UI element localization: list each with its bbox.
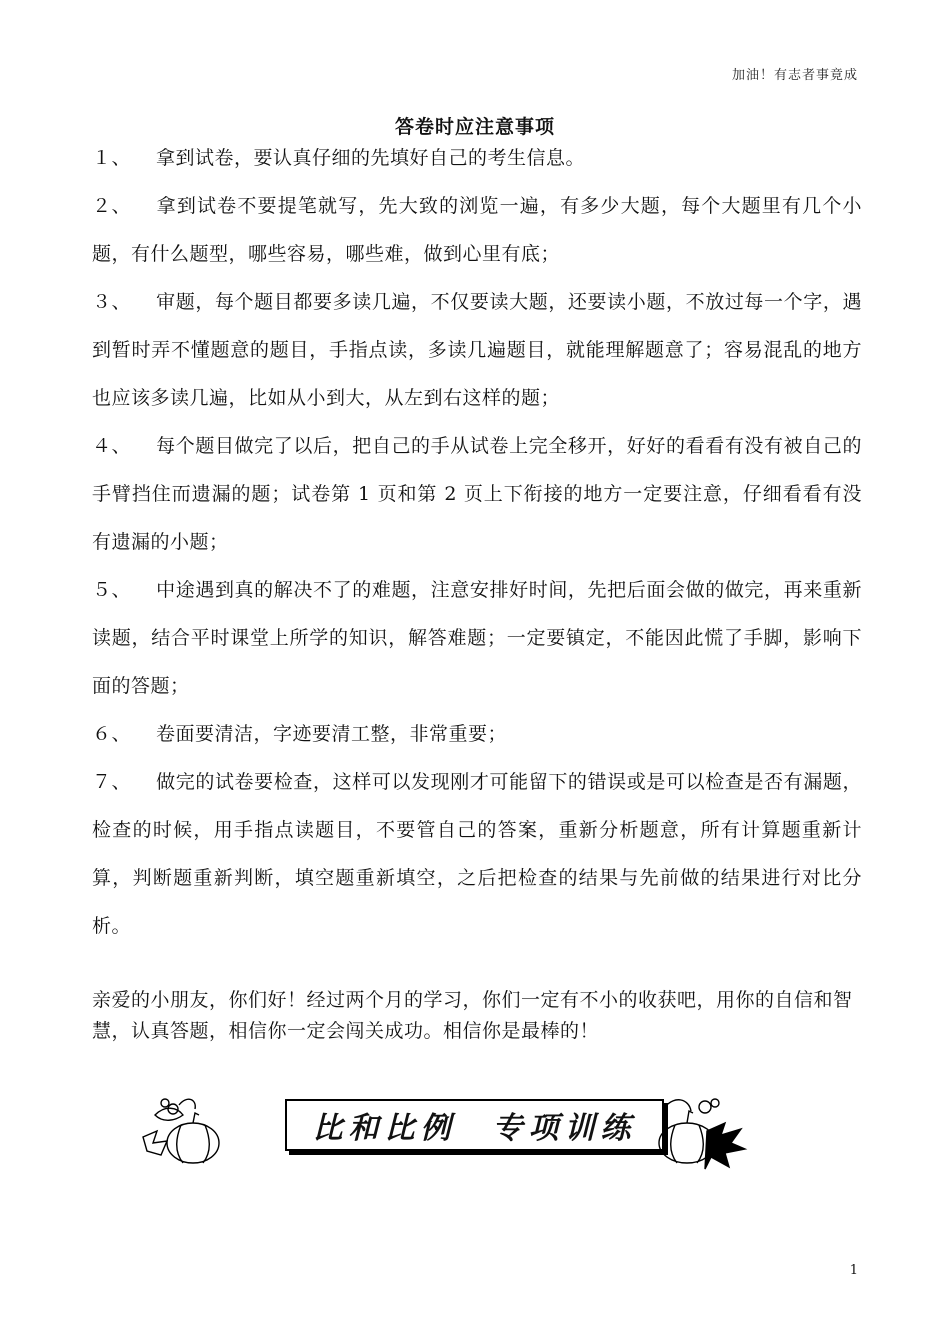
section-banner bbox=[135, 1085, 755, 1175]
instruction-item-3 bbox=[92, 278, 862, 422]
instruction-item-5 bbox=[92, 566, 862, 710]
item-text: 中途遇到真的解决不了的难题，注意安排好时间，先把后面会做的做完，再来重新读题，结合平时课堂上所学的知识，解答难题；一定要镇定，不能因此慌了手脚，影响下面的答题； bbox=[92, 579, 862, 697]
item-text: 拿到试卷，要认真仔细的先填好自己的考生信息。 bbox=[156, 147, 586, 169]
item-number: ３、 bbox=[92, 291, 132, 313]
instruction-item-1 bbox=[92, 134, 862, 182]
item-number: ６、 bbox=[92, 723, 132, 745]
item-text: 审题，每个题目都要多读几遍，不仅要读大题，还要读小题，不放过每一个字，遇到暂时弄不懂题意的题目，手指点读，多读几遍题目，就能理解题意了；容易混乱的地方也应该多读几遍，比如从小到大，从左到右这样的题； bbox=[92, 291, 862, 409]
item-number: ２、 bbox=[92, 195, 132, 217]
header-motto: 加油！有志者事竟成 bbox=[731, 68, 858, 83]
item-number: ４、 bbox=[92, 435, 132, 457]
item-text: 卷面要清洁，字迹要清工整，非常重要； bbox=[156, 723, 508, 745]
instruction-item-4 bbox=[92, 422, 862, 566]
item-text: 每个题目做完了以后，把自己的手从试卷上完全移开，好好的看看有没有被自己的手臂挡住而遗漏的题；试卷第 1 页和第 2 页上下衔接的地方一定要注意，仔细看看有没有遗漏的小题； bbox=[92, 435, 862, 553]
item-number: ５、 bbox=[92, 579, 132, 601]
page-number: 1 bbox=[849, 1263, 858, 1278]
item-number: ７、 bbox=[92, 771, 132, 793]
instructions-list bbox=[92, 134, 862, 950]
instruction-item-6 bbox=[92, 710, 862, 758]
closing-message: 亲爱的小朋友，你们好！经过两个月的学习，你们一定有不小的收获吧，用你的自信和智慧，认真答题，相信你一定会闯关成功。相信你是最棒的！ bbox=[92, 989, 853, 1042]
instruction-item-2 bbox=[92, 182, 862, 278]
pumpkin-leaf-icon bbox=[645, 1085, 755, 1175]
banner-title: 比和比例 专项训练 bbox=[285, 1099, 664, 1151]
document-title: 答卷时应注意事项 bbox=[394, 116, 555, 138]
item-text: 拿到试卷不要提笔就写，先大致的浏览一遍，有多少大题，每个大题里有几个小题，有什么题型，哪些容易，哪些难，做到心里有底； bbox=[92, 195, 862, 265]
item-text: 做完的试卷要检查，这样可以发现刚才可能留下的错误或是可以检查是否有漏题，检查的时候，用手指点读题目，不要管自己的答案，重新分析题意，所有计算题重新计算，判断题重新判断，填空题重新填空，之后把检查的结果与先前做的结果进行对比分析。 bbox=[92, 771, 862, 937]
item-number: １、 bbox=[92, 147, 132, 169]
instruction-item-7 bbox=[92, 758, 862, 950]
pumpkin-leaf-icon bbox=[135, 1085, 235, 1175]
